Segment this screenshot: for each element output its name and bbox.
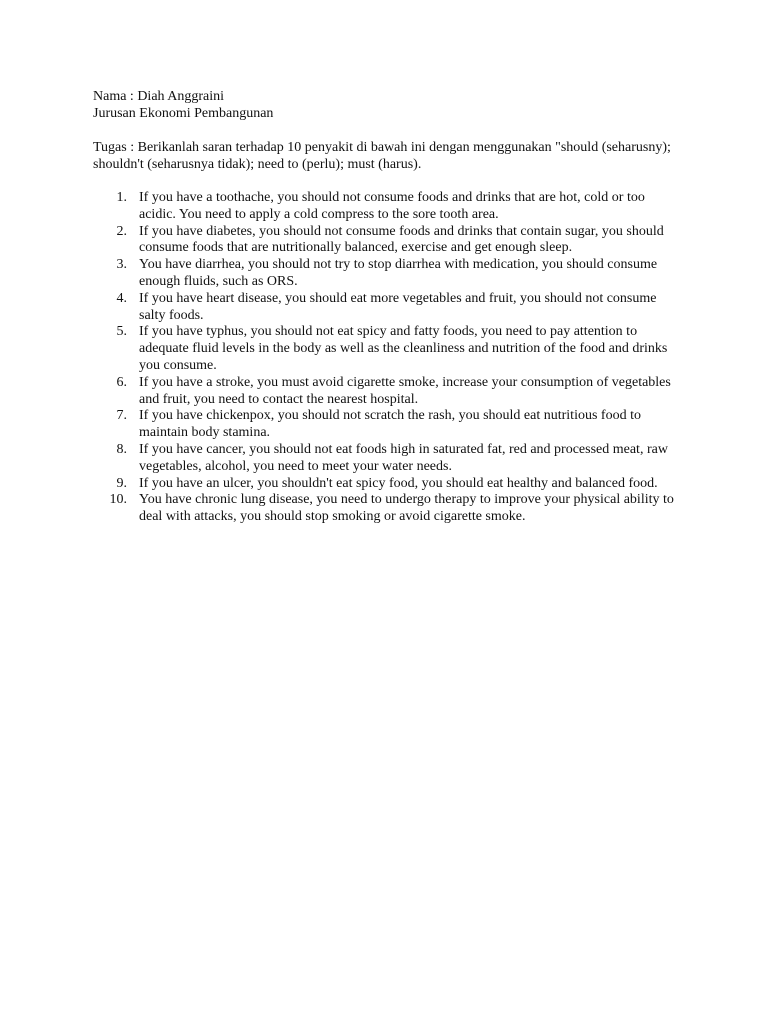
item-number: 1. — [116, 190, 127, 205]
item-number: 3. — [116, 257, 127, 273]
document-page — [93, 88, 683, 526]
student-name: Nama : Diah Anggraini — [93, 89, 225, 104]
item-text: You have diarrhea, you should not try to stop diarrhea with medication, you should consume enough fluids, such as ORS. — [139, 257, 658, 289]
list-item — [93, 324, 683, 374]
list-item — [93, 224, 683, 258]
item-text: You have chronic lung disease, you need to undergo therapy to improve your physical ability to deal with attacks, you should stop smoking or avoid cigarette smoke. — [139, 492, 674, 525]
item-text: If you have heart disease, you should eat more vegetables and fruit, you should not consume salty foods. — [139, 290, 657, 323]
list-item — [93, 408, 683, 442]
item-number: 10. — [109, 492, 127, 508]
list-item — [93, 476, 683, 493]
item-text: If you have a stroke, you must avoid cigarette smoke, increase your consumption of vegetables and fruit, you need to contact the nearest hospital. — [139, 374, 671, 407]
item-text: If you have a toothache, you should not consume foods and drinks that are hot, cold or too acidic. You need to apply a cold compress to the sore tooth area. — [139, 190, 645, 222]
advice-list — [93, 190, 683, 526]
item-text: If you have typhus, you should not eat spicy and fatty foods, you need to pay attention to adequate fluid levels in the body as well as the cleanliness and nutrition of the food and drinks you consume. — [139, 324, 668, 373]
item-number: 8. — [116, 441, 127, 457]
item-number: 5. — [116, 324, 127, 340]
item-text: If you have cancer, you should not eat foods high in saturated fat, red and processed meat, raw vegetables, alcohol, you need to meet your water needs. — [139, 441, 668, 474]
list-item — [93, 492, 683, 526]
task-instruction: Tugas : Berikanlah saran terhadap 10 penyakit di bawah ini dengan menggunakan "should (seharusny); shouldn't (seharusnya tidak); need to (perlu); must (harus). — [93, 140, 671, 172]
item-number: 6. — [116, 374, 127, 390]
department-name: Jurusan Ekonomi Pembangunan — [93, 106, 274, 121]
item-number: 2. — [116, 223, 127, 239]
list-item — [93, 375, 683, 409]
item-text: If you have an ulcer, you shouldn't eat spicy food, you should eat healthy and balanced food. — [139, 475, 658, 491]
item-number: 9. — [116, 475, 127, 491]
list-item — [93, 257, 683, 291]
item-text: If you have chickenpox, you should not scratch the rash, you should eat nutritious food to maintain body stamina. — [139, 408, 641, 441]
item-number: 4. — [116, 290, 127, 306]
list-item — [93, 291, 683, 325]
item-number: 7. — [116, 408, 127, 424]
list-item — [93, 442, 683, 476]
item-text: If you have diabetes, you should not consume foods and drinks that contain sugar, you should consume foods that are nutritionally balanced, exercise and get enough sleep. — [139, 223, 664, 256]
list-item — [93, 190, 683, 224]
